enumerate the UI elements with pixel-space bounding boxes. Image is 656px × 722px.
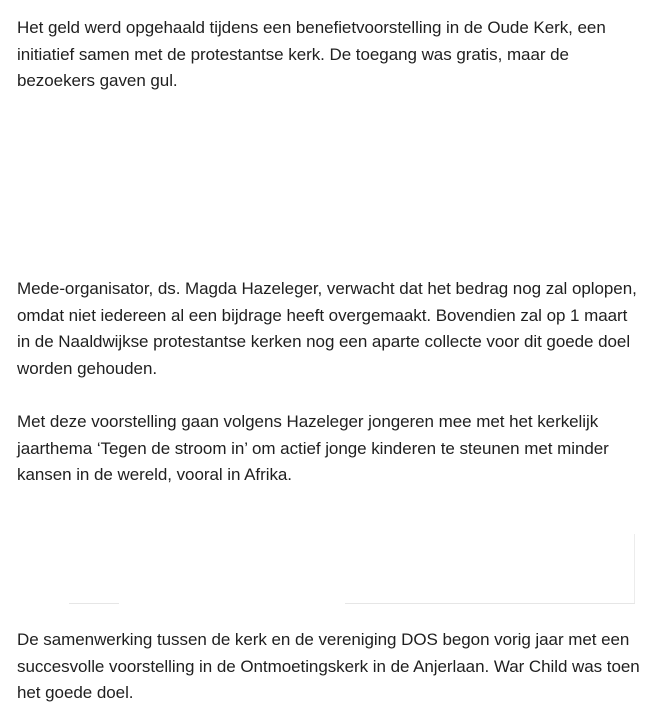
ad-placeholder [17,520,635,605]
ad-frame-edge [69,603,119,604]
ad-frame-edge [345,603,635,604]
article-paragraph: De samenwerking tussen de kerk en de vereniging DOS begon vorig jaar met een succesvolle voorstelling in de Ontmoetingskerk in de Anjerlaan. War Child was toen het goede doel. [17,630,640,702]
article-paragraph: Mede-organisator, ds. Magda Hazeleger, verwacht dat het bedrag nog zal oplopen, omdat niet iedereen al een bijdrage heeft overgemaakt. Bovendien zal op 1 maart in de Naaldwijkse protestantse kerken nog een aparte collecte voor dit goede doel worden gehouden. [17,279,637,378]
article-paragraph: Met deze voorstelling gaan volgens Hazeleger jongeren mee met het kerkelijk jaarthema ‘Tegen de stroom in’ om actief jonge kinderen te steunen met minder kansen in de wereld, vooral in Afrika. [17,412,609,484]
ad-placeholder [17,108,637,258]
ad-frame-edge [634,534,635,604]
article-paragraph: Het geld werd opgehaald tijdens een benefietvoorstelling in de Oude Kerk, een initiatief samen met de protestantse kerk. De toegang was gratis, maar de bezoekers gaven gul. [17,18,606,90]
